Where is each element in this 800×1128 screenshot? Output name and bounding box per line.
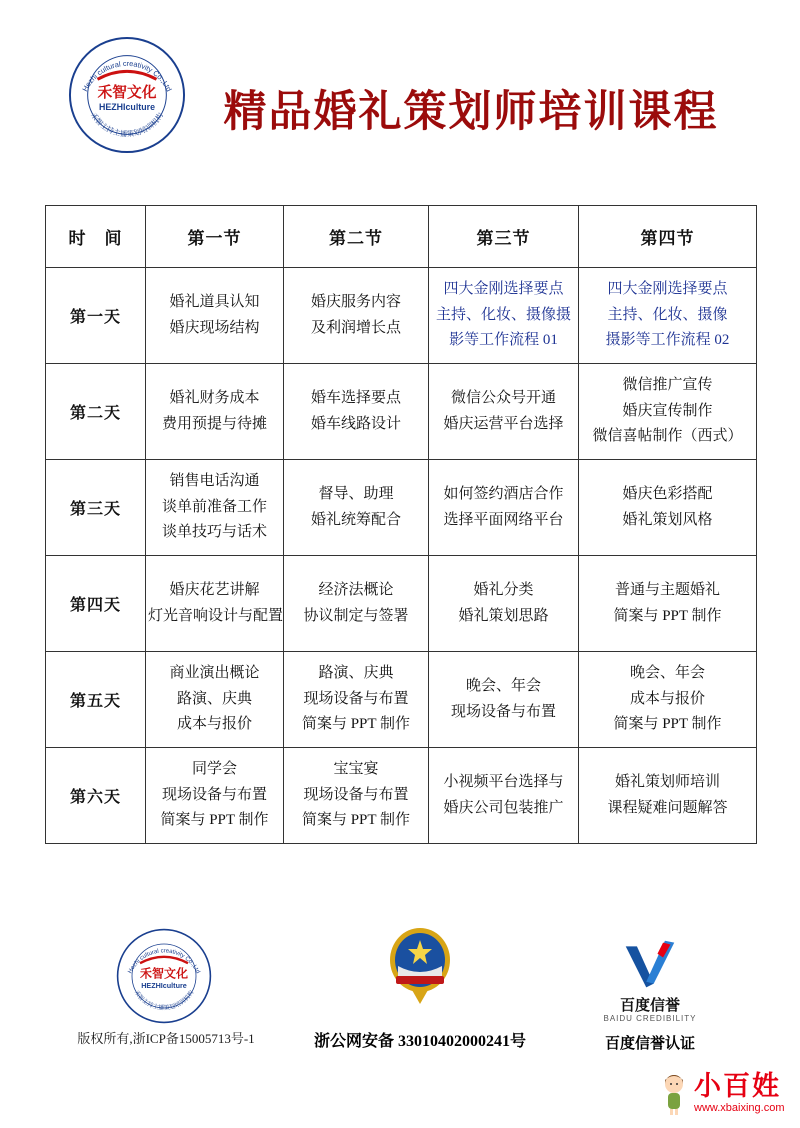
cell-line: 谈单技巧与话术 bbox=[161, 524, 267, 541]
watermark-text-block bbox=[694, 1072, 784, 1114]
session-cell bbox=[284, 364, 429, 460]
copyright-text: 版权所有,浙ICP备15005713号-1 bbox=[77, 1031, 255, 1046]
cell-line: 微信喜帖制作（西式） bbox=[592, 428, 743, 445]
company-logo-icon bbox=[68, 36, 186, 154]
logo-center-cn: 禾智文化 bbox=[97, 84, 157, 101]
police-badge-icon bbox=[388, 926, 452, 1008]
session-cell bbox=[284, 556, 429, 652]
police-registration-text: 浙公网安备 33010402000241号 bbox=[313, 1033, 526, 1050]
cell-line: 现场设备与布置 bbox=[303, 786, 409, 803]
cell-line: 成本与报价 bbox=[176, 716, 252, 733]
day-label: 第一天 bbox=[46, 268, 146, 364]
session-cell bbox=[284, 748, 429, 844]
session-cell bbox=[429, 460, 579, 556]
cell-line: 晚会、年会 bbox=[465, 677, 541, 694]
cell-line: 现场设备与布置 bbox=[450, 703, 556, 720]
cell-line: 婚礼统筹配合 bbox=[310, 511, 401, 528]
company-logo bbox=[68, 36, 186, 154]
cell-line: 婚庆服务内容 bbox=[310, 293, 401, 310]
logo-ring-bottom-text: 禾智主持主播策划培训机构 bbox=[88, 110, 166, 139]
session-cell bbox=[429, 364, 579, 460]
baidu-title-cn: 百度信誉 bbox=[619, 998, 680, 1014]
cell-line: 婚庆色彩搭配 bbox=[622, 485, 713, 502]
cell-line: 宝宝宴 bbox=[333, 760, 379, 777]
company-logo-footer-icon bbox=[116, 928, 212, 1024]
column-header: 第三节 bbox=[429, 206, 579, 268]
day-label: 第二天 bbox=[46, 364, 146, 460]
cell-line: 婚礼道具认知 bbox=[169, 293, 260, 310]
cell-line: 简案与 PPT 制作 bbox=[160, 812, 269, 829]
cell-line: 及利润增长点 bbox=[310, 319, 401, 336]
cell-line: 婚礼分类 bbox=[473, 581, 534, 598]
cell-line: 婚庆公司包装推广 bbox=[443, 799, 564, 816]
session-cell bbox=[579, 268, 757, 364]
cell-line: 婚礼财务成本 bbox=[169, 389, 260, 406]
column-header: 第一节 bbox=[146, 206, 284, 268]
cell-line: 费用预提与待摊 bbox=[161, 415, 267, 432]
baidu-title-en: BAIDU CREDIBILITY bbox=[603, 1014, 697, 1023]
cell-line: 课程疑难问题解答 bbox=[607, 799, 728, 816]
cell-line: 摄影等工作流程 02 bbox=[605, 332, 730, 349]
table-row bbox=[46, 556, 757, 652]
cell-line: 商业演出概论 bbox=[169, 664, 260, 681]
watermark-site-url: www.xbaixing.com bbox=[694, 1101, 785, 1114]
cell-line: 简案与 PPT 制作 bbox=[301, 716, 411, 733]
table-row bbox=[46, 652, 757, 748]
day-label: 第五天 bbox=[46, 652, 146, 748]
cell-line: 路演、庆典 bbox=[318, 664, 394, 681]
cell-line: 婚礼策划风格 bbox=[622, 511, 713, 528]
session-cell bbox=[429, 652, 579, 748]
day-label: 第三天 bbox=[46, 460, 146, 556]
cell-line: 协议制定与签署 bbox=[303, 607, 409, 624]
logo-center-en: HEZHIculture bbox=[141, 981, 187, 990]
session-cell bbox=[579, 652, 757, 748]
cell-line: 选择平面网络平台 bbox=[443, 511, 564, 528]
page-title: 精品婚礼策划师培训课程 bbox=[223, 89, 719, 136]
cell-line: 四大金刚选择要点 bbox=[443, 280, 564, 297]
watermark-site-name: 小百姓 bbox=[694, 1071, 781, 1101]
session-cell bbox=[146, 652, 284, 748]
cell-line: 经济法概论 bbox=[318, 581, 394, 598]
table-row bbox=[46, 748, 757, 844]
session-cell bbox=[579, 556, 757, 652]
session-cell bbox=[146, 460, 284, 556]
session-cell bbox=[429, 748, 579, 844]
cell-line: 婚车选择要点 bbox=[310, 389, 401, 406]
cell-line: 督导、助理 bbox=[318, 485, 394, 502]
session-cell bbox=[284, 460, 429, 556]
cell-line: 路演、庆典 bbox=[176, 690, 252, 707]
column-header: 第二节 bbox=[284, 206, 429, 268]
site-watermark bbox=[658, 1072, 784, 1116]
logo-center-cn: 禾智文化 bbox=[139, 966, 189, 981]
table-row bbox=[46, 460, 757, 556]
cell-line: 如何签约酒店合作 bbox=[443, 485, 564, 502]
session-cell bbox=[146, 268, 284, 364]
baidu-cert-text: 百度信誉认证 bbox=[604, 1036, 695, 1052]
session-cell bbox=[429, 556, 579, 652]
course-schedule-table bbox=[45, 205, 757, 844]
session-cell bbox=[579, 748, 757, 844]
cell-line: 微信公众号开通 bbox=[450, 389, 556, 406]
cell-line: 现场设备与布置 bbox=[161, 786, 267, 803]
table-row bbox=[46, 268, 757, 364]
cell-line: 谈单前准备工作 bbox=[161, 498, 267, 515]
cell-line: 成本与报价 bbox=[629, 690, 705, 707]
day-label: 第六天 bbox=[46, 748, 146, 844]
session-cell bbox=[429, 268, 579, 364]
session-cell bbox=[579, 364, 757, 460]
cell-line: 简案与 PPT 制作 bbox=[301, 812, 411, 829]
session-cell bbox=[284, 652, 429, 748]
day-label: 第四天 bbox=[46, 556, 146, 652]
cell-line: 婚车线路设计 bbox=[310, 415, 401, 432]
cell-line: 微信推广宣传 bbox=[622, 376, 713, 393]
table-body bbox=[46, 268, 757, 844]
column-header: 时 间 bbox=[46, 206, 146, 268]
table-header-row bbox=[46, 206, 757, 268]
logo-ring-top-text: Hezhi cultural creativity Co.,Ltd bbox=[80, 58, 174, 93]
cell-line: 销售电话沟通 bbox=[169, 472, 260, 489]
table-row bbox=[46, 364, 757, 460]
cell-line: 主持、化妆、摄像 bbox=[607, 306, 728, 323]
cell-line: 同学会 bbox=[191, 760, 237, 777]
logo-ring-bottom-text: 禾智主持主播策划培训机构 bbox=[132, 989, 196, 1012]
cell-line: 现场设备与布置 bbox=[303, 690, 409, 707]
session-cell bbox=[579, 460, 757, 556]
cell-line: 四大金刚选择要点 bbox=[607, 280, 728, 297]
cell-line: 婚庆运营平台选择 bbox=[443, 415, 564, 432]
cell-line: 普通与主题婚礼 bbox=[614, 581, 720, 598]
cell-line: 灯光音响设计与配置 bbox=[148, 607, 284, 624]
column-header: 第四节 bbox=[579, 206, 757, 268]
watermark-mascot-icon bbox=[658, 1072, 690, 1116]
cell-line: 婚庆现场结构 bbox=[169, 319, 260, 336]
logo-center-en: HEZHIculture bbox=[98, 101, 156, 112]
cell-line: 婚礼策划思路 bbox=[458, 607, 549, 624]
logo-ring-top-text: Hezhi cultural creativity Co.,Ltd bbox=[127, 948, 201, 975]
cell-line: 婚庆花艺讲解 bbox=[169, 581, 260, 598]
cell-line: 影等工作流程 01 bbox=[449, 332, 558, 349]
cell-line: 主持、化妆、摄像摄 bbox=[435, 306, 571, 323]
baidu-credibility-icon bbox=[622, 940, 678, 990]
company-logo-footer bbox=[116, 928, 212, 1024]
cell-line: 简案与 PPT 制作 bbox=[613, 716, 722, 733]
cell-line: 婚庆宣传制作 bbox=[622, 402, 713, 419]
session-cell bbox=[284, 268, 429, 364]
session-cell bbox=[146, 364, 284, 460]
cell-line: 简案与 PPT 制作 bbox=[613, 607, 722, 624]
cell-line: 晚会、年会 bbox=[629, 664, 705, 681]
session-cell bbox=[146, 556, 284, 652]
cell-line: 婚礼策划师培训 bbox=[614, 773, 720, 790]
cell-line: 小视频平台选择与 bbox=[443, 773, 564, 790]
session-cell bbox=[146, 748, 284, 844]
